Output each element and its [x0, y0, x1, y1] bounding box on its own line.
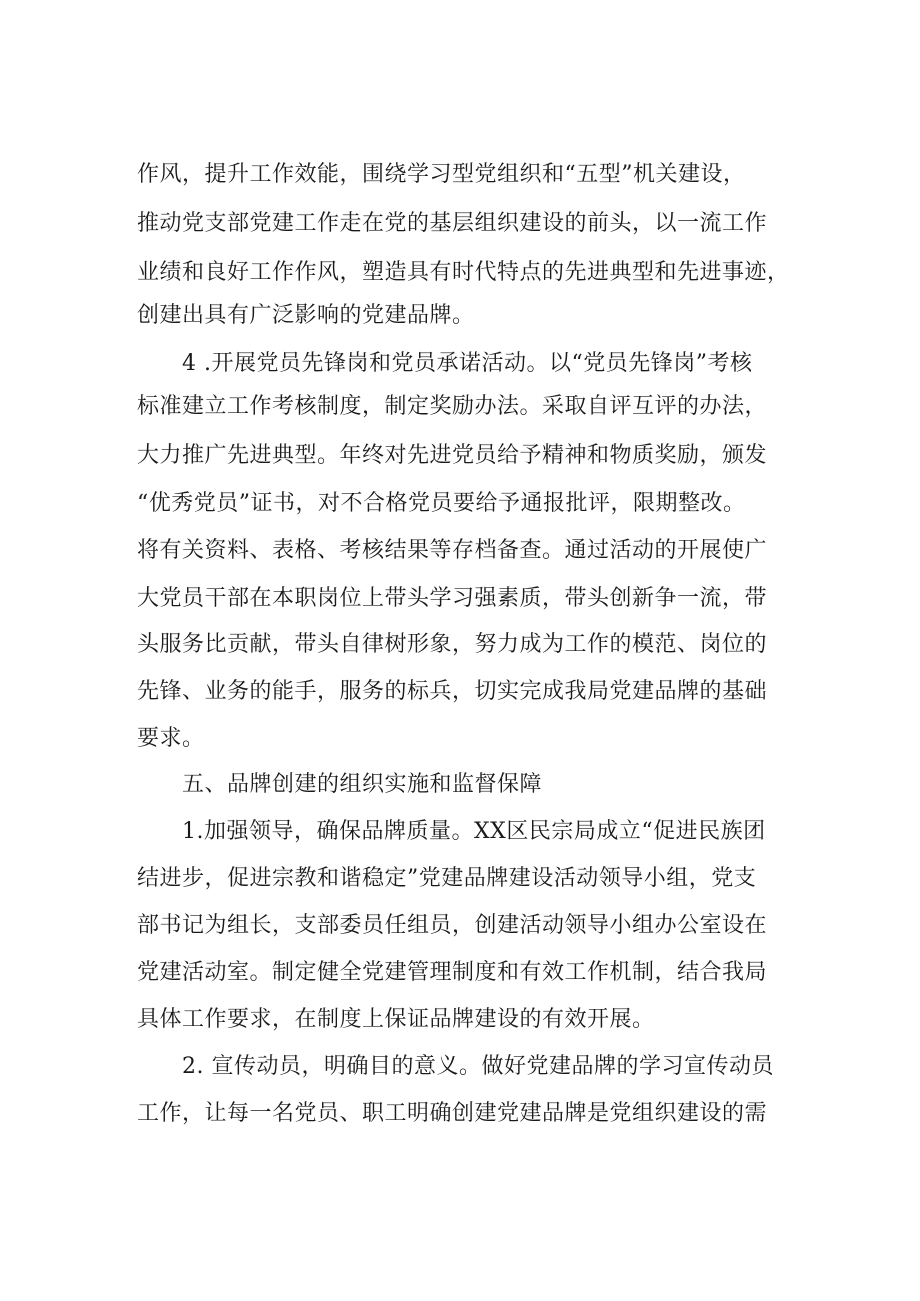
text-line: 作风，提升工作效能，围绕学习型党组织和“五型”机关建设， — [137, 162, 746, 187]
text-line: 大力推广先进典型。年终对先进党员给予精神和物质奖励，颁发 — [137, 443, 768, 468]
paragraph-heading-1: 1.加强领导，确保品牌质量。XX区民宗局成立“促进民族团 — [182, 819, 766, 844]
text-line: 工作，让每一名党员、职工明确创建党建品牌是党组织建设的需 — [137, 1101, 768, 1126]
text-line: 将有关资料、表格、考核结果等存档备查。通过活动的开展使广 — [137, 538, 768, 563]
text-line: 头服务比贡献，带头自律树形象，努力成为工作的模范、岗位的 — [137, 632, 768, 657]
text-line: 党建活动室。制定健全党建管理制度和有效工作机制，结合我局 — [137, 960, 768, 985]
text-line: 结进步，促进宗教和谐稳定”党建品牌建设活动领导小组，党支 — [137, 866, 757, 891]
text-line: 要求。 — [137, 726, 205, 751]
paragraph-heading-4: 4 .开展党员先锋岗和党员承诺活动。以“党员先锋岗”考核 — [182, 351, 753, 376]
text-line: 部书记为组长，支部委员任组员，创建活动领导小组办公室设在 — [137, 913, 768, 938]
text-line: 业绩和良好工作作风，塑造具有时代特点的先进典型和先进事迹， — [137, 260, 790, 285]
text-line: 先锋、业务的能手，服务的标兵，切实完成我局党建品牌的基础 — [137, 679, 768, 704]
text-line: 创建出具有广泛影响的党建品牌。 — [137, 303, 475, 328]
text-line: 标准建立工作考核制度，制定奖励办法。采取自评互评的办法， — [137, 394, 768, 419]
text-line: 具体工作要求，在制度上保证品牌建设的有效开展。 — [137, 1007, 655, 1032]
section-heading-5: 五、品牌创建的组织实施和监督保障 — [182, 772, 543, 797]
text-line: 推动党支部党建工作走在党的基层组织建设的前头，以一流工作 — [137, 211, 768, 236]
text-line: 大党员干部在本职岗位上带头学习强素质，带头创新争一流，带 — [137, 586, 768, 611]
paragraph-heading-2: 2. 宣传动员，明确目的意义。做好党建品牌的学习宣传动员 — [182, 1054, 774, 1079]
text-line: “优秀党员”证书，对不合格党员要给予通报批评，限期整改。 — [137, 491, 746, 516]
